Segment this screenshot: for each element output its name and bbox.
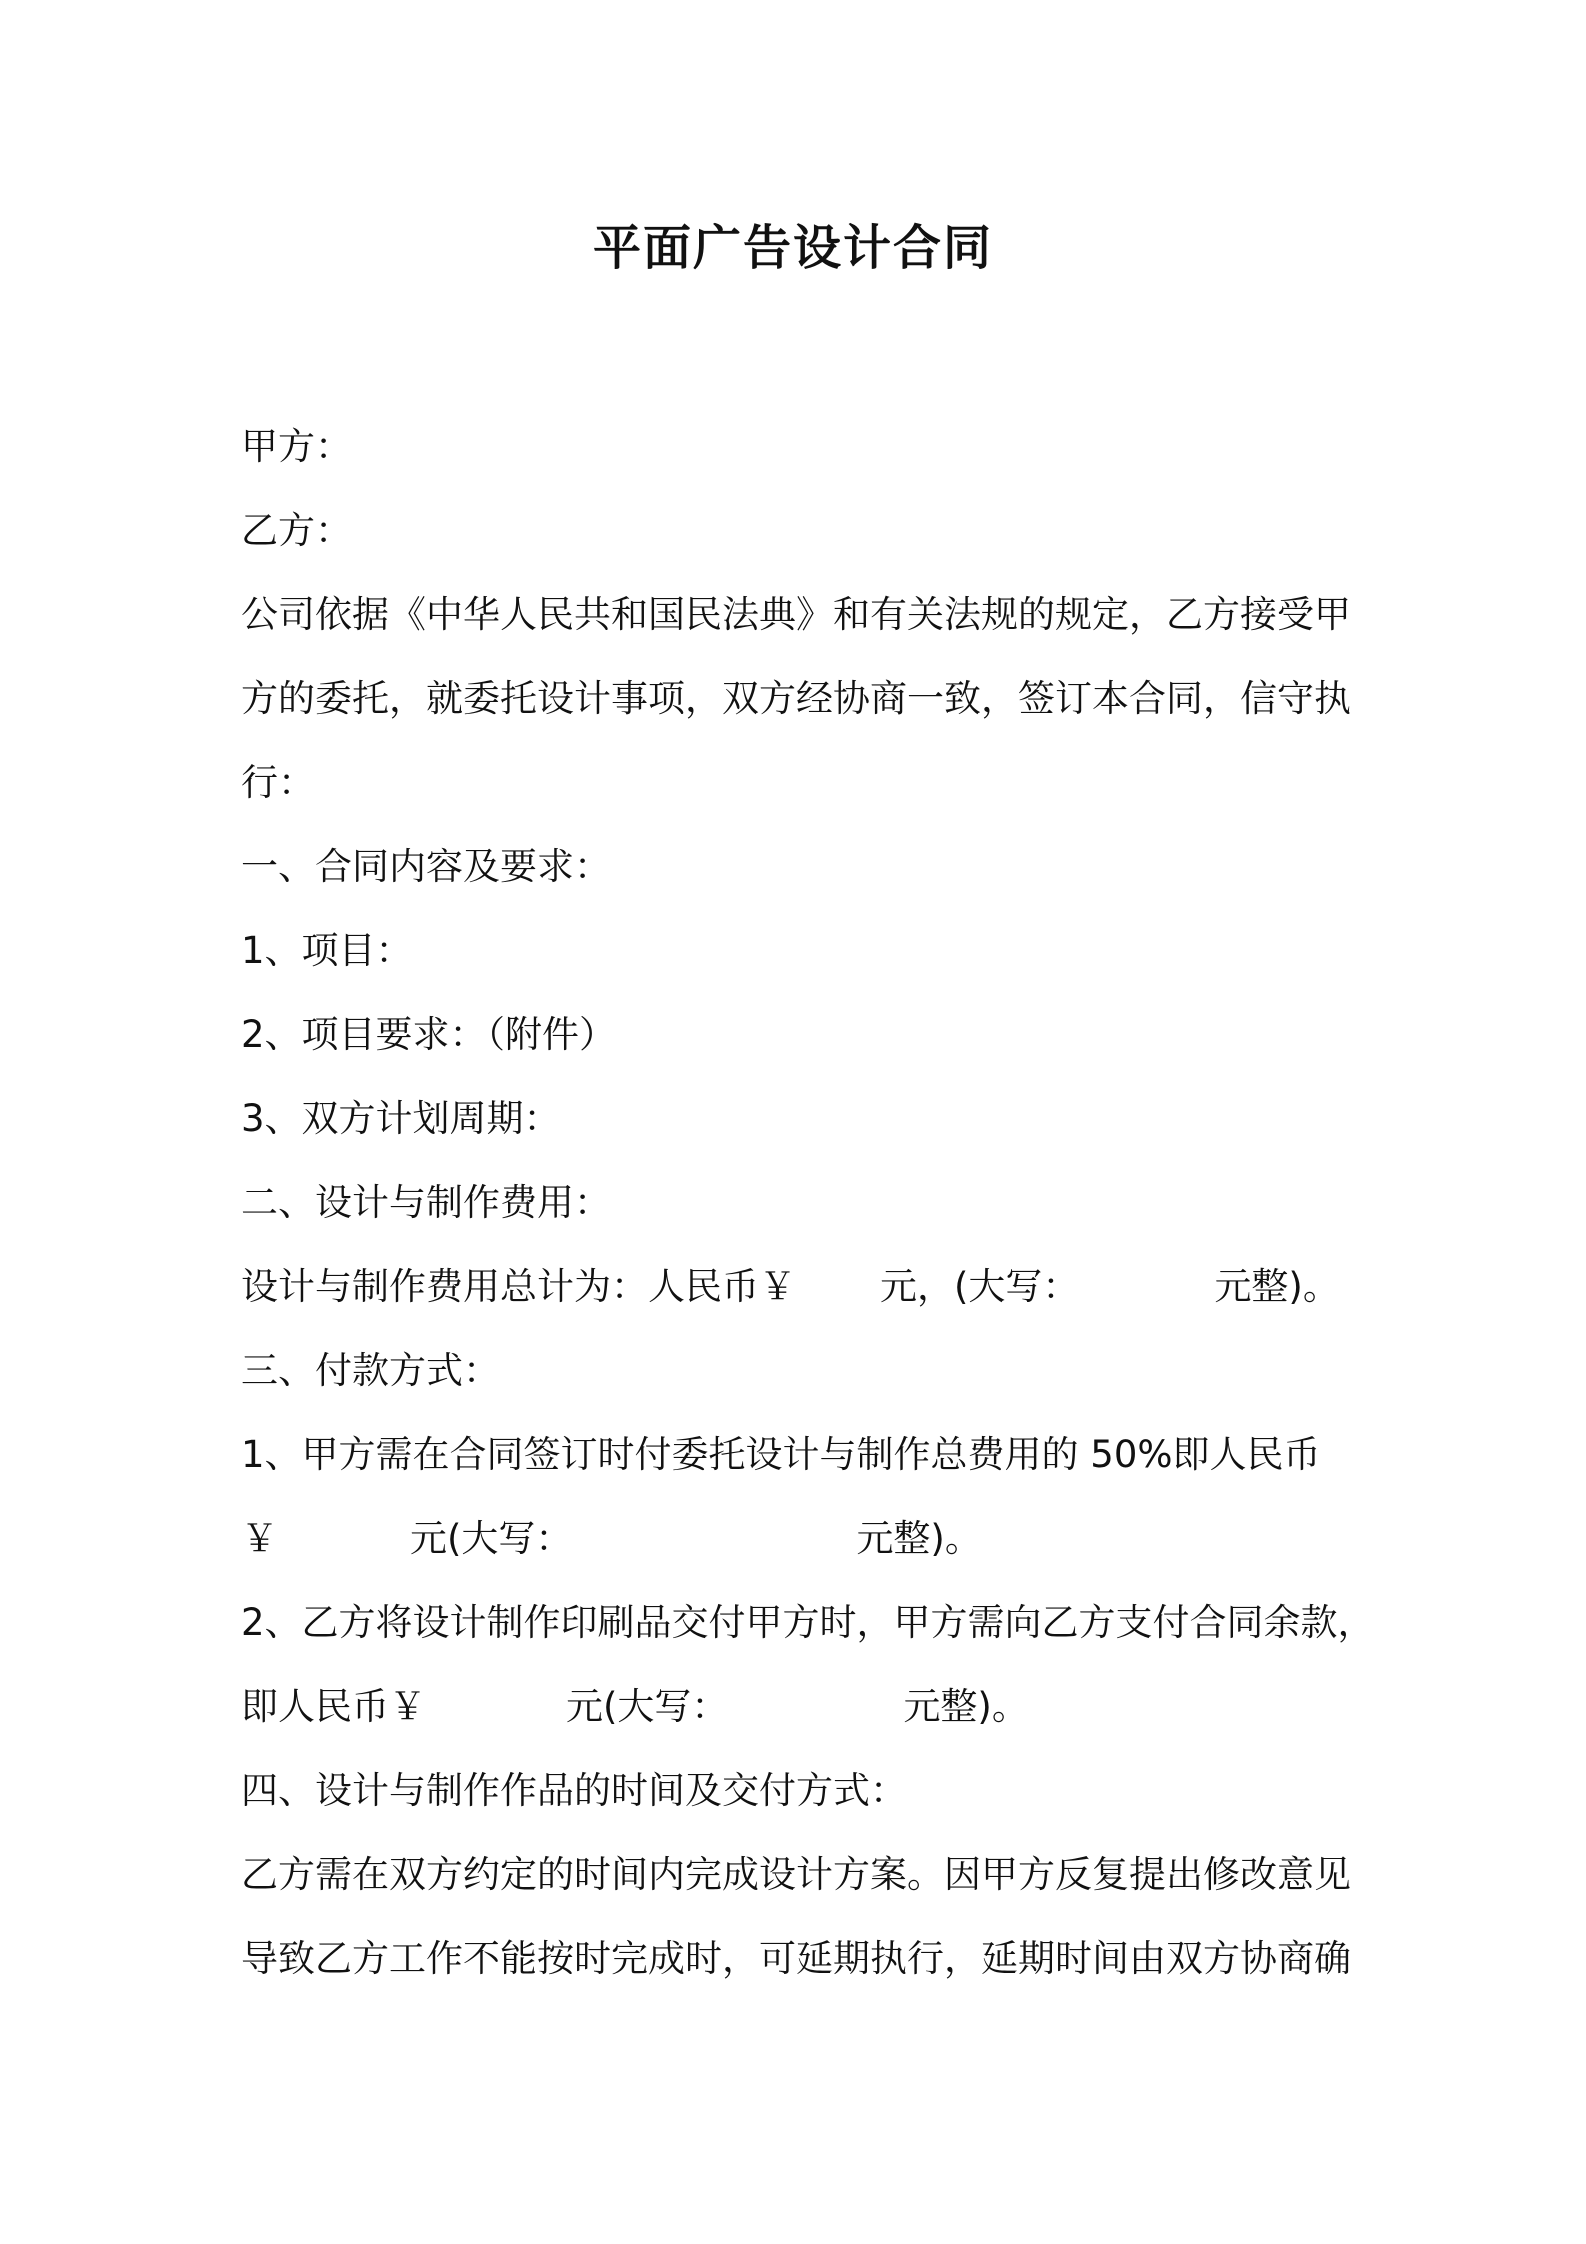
fee-uppercase-label: 元，(大写： — [880, 1265, 1080, 1308]
payment-1-line-2 — [241, 1497, 1361, 1581]
preamble-line-2: 方的委托，就委托设计事项，双方经协商一致，签订本合同，信守执 — [241, 677, 1351, 720]
payment-1-suffix: 元整)。 — [856, 1517, 982, 1560]
item-project: 1、项目： — [241, 929, 413, 972]
payment-2-currency-label: 即人民币￥ — [241, 1685, 426, 1728]
party-b-line: 乙方： — [241, 509, 352, 552]
fee-total-line — [241, 1245, 1361, 1329]
section-3-heading: 三、付款方式： — [241, 1349, 500, 1392]
payment-1-uppercase-label: 元(大写： — [410, 1517, 573, 1560]
fee-total-label: 设计与制作费用总计为：人民币￥ — [241, 1265, 796, 1308]
item-schedule: 3、双方计划周期： — [241, 1097, 561, 1140]
document-body — [241, 405, 1375, 2001]
preamble-line-1: 公司依据《中华人民共和国民法典》和有关法规的规定，乙方接受甲 — [241, 593, 1351, 636]
fee-suffix: 元整)。 — [1214, 1265, 1340, 1308]
payment-2-line-2 — [241, 1665, 1361, 1749]
document-title: 平面广告设计合同 — [592, 220, 993, 276]
section-4-line-1: 乙方需在双方约定的时间内完成设计方案。因甲方反复提出修改意见 — [241, 1853, 1351, 1896]
section-4-heading: 四、设计与制作作品的时间及交付方式： — [241, 1769, 907, 1812]
preamble-line-3: 行： — [241, 761, 315, 804]
section-1-heading: 一、合同内容及要求： — [241, 845, 611, 888]
section-4-line-2: 导致乙方工作不能按时完成时，可延期执行，延期时间由双方协商确 — [241, 1937, 1351, 1980]
payment-2-line-1: 2、乙方将设计制作印刷品交付甲方时，甲方需向乙方支付合同余款， — [241, 1601, 1375, 1644]
payment-2-suffix: 元整)。 — [903, 1685, 1029, 1728]
payment-2-uppercase-label: 元(大写： — [566, 1685, 729, 1728]
item-project-requirements: 2、项目要求：（附件） — [241, 1013, 617, 1056]
payment-1-line-1: 1、甲方需在合同签订时付委托设计与制作总费用的 50%即人民币 — [241, 1433, 1321, 1476]
section-2-heading: 二、设计与制作费用： — [241, 1181, 611, 1224]
payment-1-currency: ￥ — [241, 1517, 278, 1560]
party-a-line: 甲方： — [241, 425, 352, 468]
